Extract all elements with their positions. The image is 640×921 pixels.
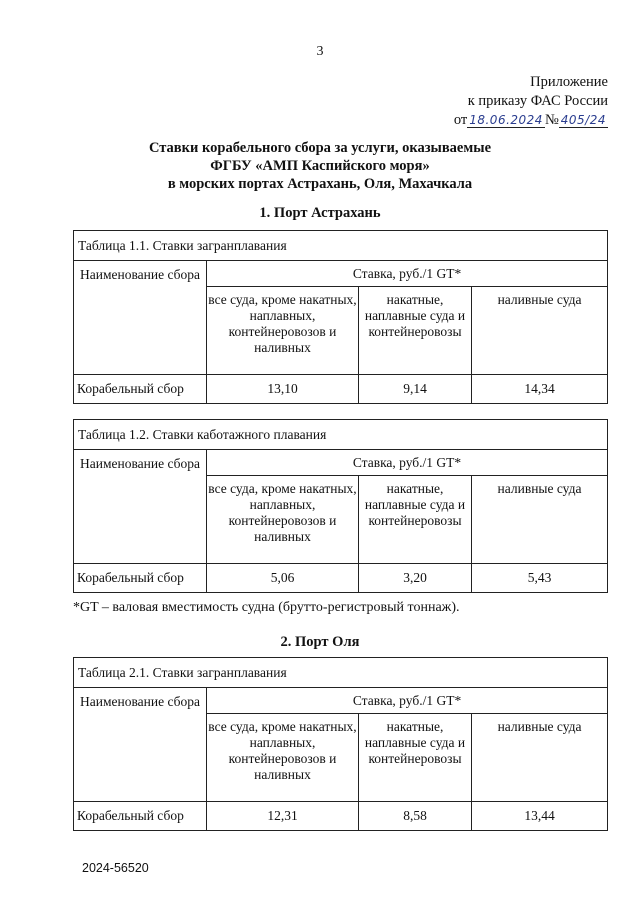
name-column-header: Наименование сбора: [74, 261, 207, 375]
subheader-all-vessels: все суда, кроме накатных, наплавных, контейнеровозов и наливных: [207, 714, 359, 802]
footnote: *GT – валовая вместимость судна (брутто-регистровый тоннаж).: [73, 600, 460, 615]
handwritten-date: 18.06.2024: [469, 113, 543, 127]
subheader-tankers: наливные суда: [472, 476, 608, 564]
rates-table-1-1: [73, 230, 608, 404]
rate-column-header: Ставка, руб./1 GT*: [207, 261, 608, 287]
rate-column-header: Ставка, руб./1 GT*: [207, 450, 608, 476]
subheader-tankers: наливные суда: [472, 287, 608, 375]
row-label: Корабельный сбор: [74, 375, 207, 404]
value-cell: 12,31: [207, 802, 359, 831]
subheader-all-vessels: все суда, кроме накатных, наплавных, контейнеровозов и наливных: [207, 287, 359, 375]
subheader-roro-container: накатные, наплавные суда и контейнеровозы: [359, 714, 472, 802]
title-line1: Ставки корабельного сбора за услуги, оказываемые: [148, 140, 492, 156]
document-title: [0, 139, 640, 193]
value-cell: 13,10: [207, 375, 359, 404]
value-cell: 8,58: [359, 802, 472, 831]
subheader-roro-container: накатные, наплавные суда и контейнеровозы: [359, 476, 472, 564]
value-cell: 14,34: [472, 375, 608, 404]
name-column-header: Наименование сбора: [74, 450, 207, 564]
number-prefix: №: [544, 112, 559, 128]
title-line3: в морских портах Астрахань, Оля, Махачкала: [167, 176, 473, 192]
table-caption: Таблица 1.2. Ставки каботажного плавания: [74, 420, 608, 450]
section-heading-olya: 2. Порт Оля: [280, 634, 360, 650]
appendix-header: [454, 73, 608, 130]
value-cell: 5,06: [207, 564, 359, 593]
table-caption: Таблица 1.1. Ставки загранплавания: [74, 231, 608, 261]
name-column-header: Наименование сбора: [74, 688, 207, 802]
row-label: Корабельный сбор: [74, 802, 207, 831]
subheader-tankers: наливные суда: [472, 714, 608, 802]
value-cell: 5,43: [472, 564, 608, 593]
rates-table-1-2: [73, 419, 608, 593]
row-label: Корабельный сбор: [74, 564, 207, 593]
title-line2: ФГБУ «АМП Каспийского моря»: [210, 158, 430, 174]
appendix-line2: к приказу ФАС России: [467, 93, 608, 109]
value-cell: 3,20: [359, 564, 472, 593]
subheader-roro-container: накатные, наплавные суда и контейнеровозы: [359, 287, 472, 375]
appendix-line1: Приложение: [530, 74, 608, 90]
appendix-date-line: [454, 111, 608, 130]
page-number: 3: [316, 44, 324, 59]
rates-table-2-1: [73, 657, 608, 831]
value-cell: 9,14: [359, 375, 472, 404]
section-heading-astrakhan: 1. Порт Астрахань: [259, 205, 381, 221]
date-prefix: от: [453, 112, 468, 128]
table-caption: Таблица 2.1. Ставки загранплавания: [74, 658, 608, 688]
subheader-all-vessels: все суда, кроме накатных, наплавных, контейнеровозов и наливных: [207, 476, 359, 564]
document-registration-number: 2024-56520: [82, 861, 149, 875]
rate-column-header: Ставка, руб./1 GT*: [207, 688, 608, 714]
handwritten-number: 405/24: [560, 113, 606, 127]
value-cell: 13,44: [472, 802, 608, 831]
